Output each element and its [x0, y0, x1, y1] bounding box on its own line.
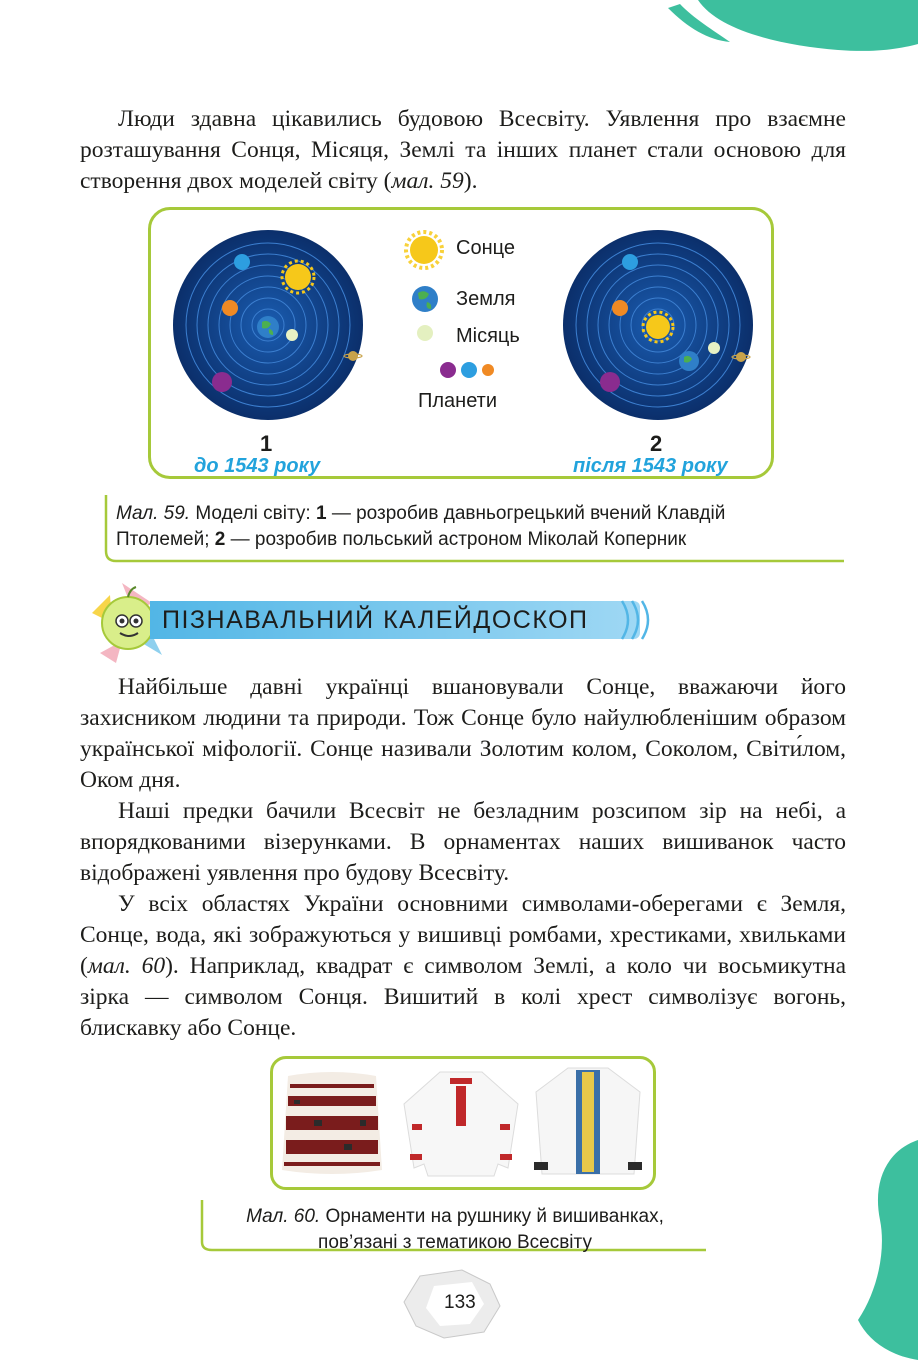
section-title: ПІЗНАВАЛЬНИЙ КАЛЕЙДОСКОП — [162, 606, 589, 634]
planets-icon — [438, 360, 496, 380]
legend-planets-label: Планети — [418, 390, 498, 412]
paragraph-2: Наші предки бачили Всесвіт не безладним розсипом зір на небі, а впорядкованими візерунками. В орнаментах наших вишиванок часто відображені уявлення про будову Всесвіту. — [80, 798, 846, 886]
model-1-date: до 1543 року — [194, 455, 321, 477]
geocentric-model-diagram — [172, 229, 364, 421]
legend-sun-label: Сонце — [456, 237, 515, 259]
section-banner — [92, 583, 652, 663]
embroidered-shirt-image — [530, 1062, 646, 1182]
body-text — [80, 672, 846, 1044]
paragraph-3: У всіх областях України основними символами-оберегами є Земля, Сонце, вода, які зображуються у вишивці ромбами, хрестиками, хвильками (мал. 60). Наприклад, квадрат є символом Землі, а коло чи восьмикутна зірка — символом Сонця. Вишитий в колі хрест символізує вогонь, блискавку або Сонце. — [80, 891, 847, 1041]
legend-earth-label: Земля — [456, 288, 516, 310]
banner-end-lines — [612, 599, 654, 641]
paragraph-1: Найбільше давні українці вшановували Сонце, вважаючи його захисником людини та природи. Тож Сонце було найулюбленішим образом української міфології. Сонце називали Золотим колом, Соколом, Світи́лом, Оком дня. — [80, 674, 846, 793]
figure-59-caption: Мал. 59. Моделі світу: 1 — розробив давньогрецький вчений Клавдій Птолемей; 2 — розробив польський астроном Міколай Коперник — [116, 503, 726, 550]
earth-icon — [410, 284, 440, 314]
sun-icon — [402, 228, 446, 272]
corner-decoration-bottom — [858, 1140, 918, 1360]
intro-paragraph: Люди здавна цікавились будовою Всесвіту. Уявлення про взаємне розташування Сонця, Місяця, Землі та інших планет стали основою для створення двох моделей світу (мал. 59). — [80, 106, 846, 194]
embroidered-towel-image — [274, 1066, 390, 1178]
figure-reference: мал. 60 — [87, 953, 166, 979]
embroidered-blouse-image — [398, 1064, 524, 1180]
model-1-number: 1 — [260, 431, 273, 456]
model-2-number: 2 — [650, 431, 663, 456]
moon-icon — [416, 324, 434, 342]
page-number: 133 — [444, 1292, 476, 1313]
figure-reference: мал. 59 — [391, 168, 464, 194]
figure-60-caption: Мал. 60. Орнаменти на рушнику й вишиванках, пов’язані з тематикою Всесвіту — [246, 1206, 664, 1253]
corner-decoration-top — [658, 0, 918, 60]
model-2-date: після 1543 року — [573, 455, 728, 477]
heliocentric-model-diagram — [562, 229, 754, 421]
legend-moon-label: Місяць — [456, 325, 520, 347]
